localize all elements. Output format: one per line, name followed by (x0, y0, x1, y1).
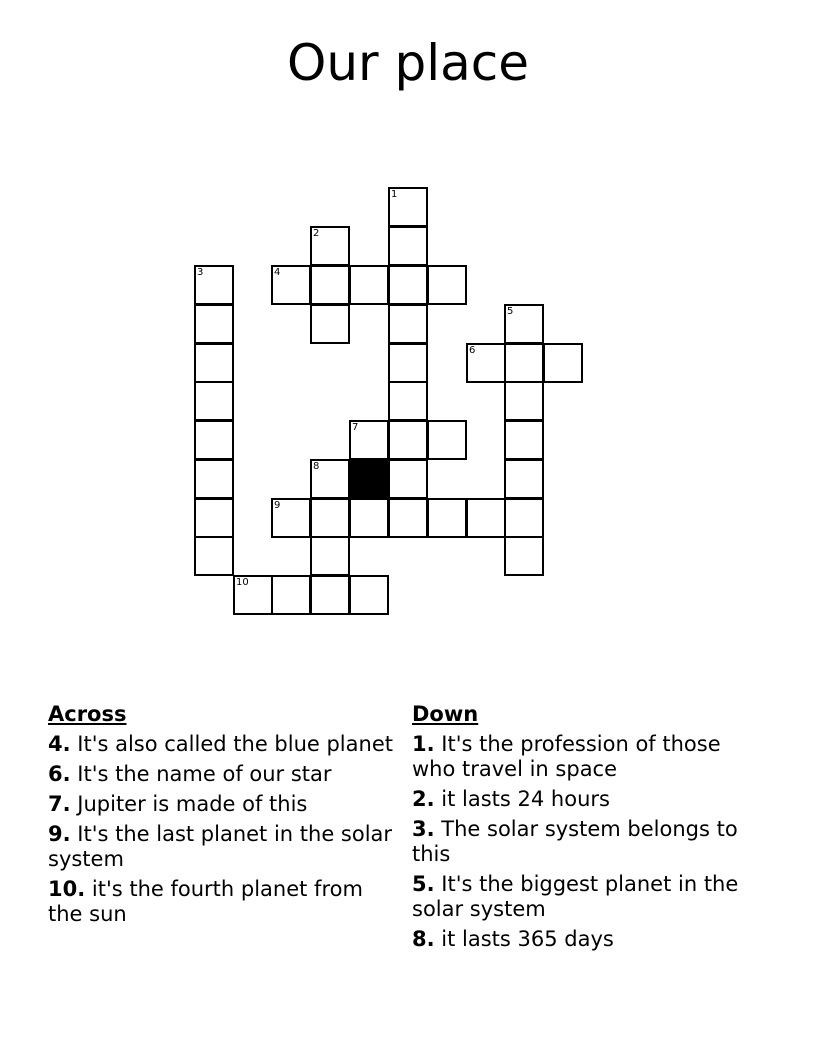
clue-item (48, 877, 400, 927)
clue-item-number: 3. (412, 817, 435, 841)
crossword-cell[interactable] (349, 265, 389, 305)
across-clues (48, 702, 400, 932)
clue-item-text: It's also called the blue planet (77, 732, 393, 756)
clue-item-number: 9. (48, 822, 71, 846)
clue-item (48, 762, 400, 787)
crossword-cell[interactable] (504, 536, 544, 576)
clue-number: 7 (352, 422, 359, 433)
clue-item (48, 792, 400, 817)
crossword-cell[interactable] (310, 265, 350, 305)
across-heading: Across (48, 702, 127, 726)
crossword-cell[interactable] (349, 575, 389, 615)
crossword-cell[interactable] (504, 304, 544, 344)
clue-item-text: It's the biggest planet in the solar system (412, 872, 739, 921)
crossword-cell[interactable] (271, 265, 311, 305)
crossword-cell[interactable] (194, 381, 234, 421)
clue-item-number: 7. (48, 792, 71, 816)
clue-item-text: It's the last planet in the solar system (48, 822, 393, 871)
clue-item-text: It's the name of our star (77, 762, 332, 786)
crossword-cell[interactable] (310, 304, 350, 344)
crossword-cell[interactable] (504, 343, 544, 383)
crossword-cell[interactable] (543, 343, 583, 383)
down-heading: Down (412, 702, 479, 726)
crossword-cell[interactable] (349, 420, 389, 460)
crossword-cell[interactable] (349, 498, 389, 538)
clue-item-number: 10. (48, 877, 86, 901)
crossword-cell[interactable] (388, 343, 428, 383)
crossword-cell[interactable] (310, 459, 350, 499)
crossword-cell[interactable] (504, 498, 544, 538)
crossword-cell[interactable] (388, 420, 428, 460)
clue-item-number: 6. (48, 762, 71, 786)
crossword-cell[interactable] (388, 226, 428, 266)
clue-number: 1 (391, 189, 398, 200)
clue-item (48, 822, 400, 872)
crossword-cell[interactable] (194, 343, 234, 383)
crossword-cell[interactable] (427, 498, 467, 538)
clue-item-text: The solar system belongs to this (412, 817, 738, 866)
crossword-cell[interactable] (310, 226, 350, 266)
clue-number: 3 (197, 267, 204, 278)
clue-item-text: Jupiter is made of this (77, 792, 308, 816)
clue-item (48, 732, 400, 757)
clue-item-text: it's the fourth planet from the sun (48, 877, 363, 926)
clue-number: 5 (507, 306, 514, 317)
crossword-cell[interactable] (466, 498, 506, 538)
crossword-cell[interactable] (194, 304, 234, 344)
clue-item (412, 787, 752, 812)
clue-item-number: 8. (412, 927, 435, 951)
crossword-cell[interactable] (194, 498, 234, 538)
crossword-cell[interactable] (388, 381, 428, 421)
clue-item-text: It's the profession of those who travel in space (412, 732, 721, 781)
page-title: Our place (286, 34, 530, 92)
crossword-cell[interactable] (388, 498, 428, 538)
crossword-cell[interactable] (310, 575, 350, 615)
crossword-cell[interactable] (233, 575, 273, 615)
clue-item-text: it lasts 24 hours (441, 787, 610, 811)
clue-number: 4 (274, 267, 281, 278)
clue-item (412, 732, 752, 782)
crossword-cell[interactable] (427, 420, 467, 460)
crossword-cell[interactable] (388, 459, 428, 499)
crossword-cell[interactable] (271, 575, 311, 615)
crossword-cell[interactable] (427, 265, 467, 305)
clue-item-number: 5. (412, 872, 435, 896)
crossword-cell[interactable] (388, 265, 428, 305)
crossword-cell[interactable] (194, 459, 234, 499)
crossword-cell[interactable] (504, 420, 544, 460)
down-clues (412, 702, 752, 957)
crossword-cell[interactable] (310, 536, 350, 576)
clue-item-number: 2. (412, 787, 435, 811)
clue-number: 9 (274, 500, 281, 511)
crossword-cell[interactable] (504, 381, 544, 421)
blocked-cell (349, 459, 389, 499)
clue-number: 2 (313, 228, 320, 239)
crossword-cell[interactable] (466, 343, 506, 383)
crossword-cell[interactable] (388, 187, 428, 227)
clue-item (412, 817, 752, 867)
crossword-cell[interactable] (194, 536, 234, 576)
clue-item (412, 872, 752, 922)
crossword-cell[interactable] (194, 420, 234, 460)
crossword-cell[interactable] (388, 304, 428, 344)
clue-number: 8 (313, 461, 320, 472)
clue-number: 6 (469, 345, 476, 356)
clue-item (412, 927, 752, 952)
crossword-cell[interactable] (194, 265, 234, 305)
clue-item-number: 4. (48, 732, 71, 756)
crossword-cell[interactable] (504, 459, 544, 499)
clue-number: 10 (236, 577, 249, 588)
crossword-cell[interactable] (271, 498, 311, 538)
crossword-cell[interactable] (310, 498, 350, 538)
clue-item-text: it lasts 365 days (441, 927, 614, 951)
clue-item-number: 1. (412, 732, 435, 756)
